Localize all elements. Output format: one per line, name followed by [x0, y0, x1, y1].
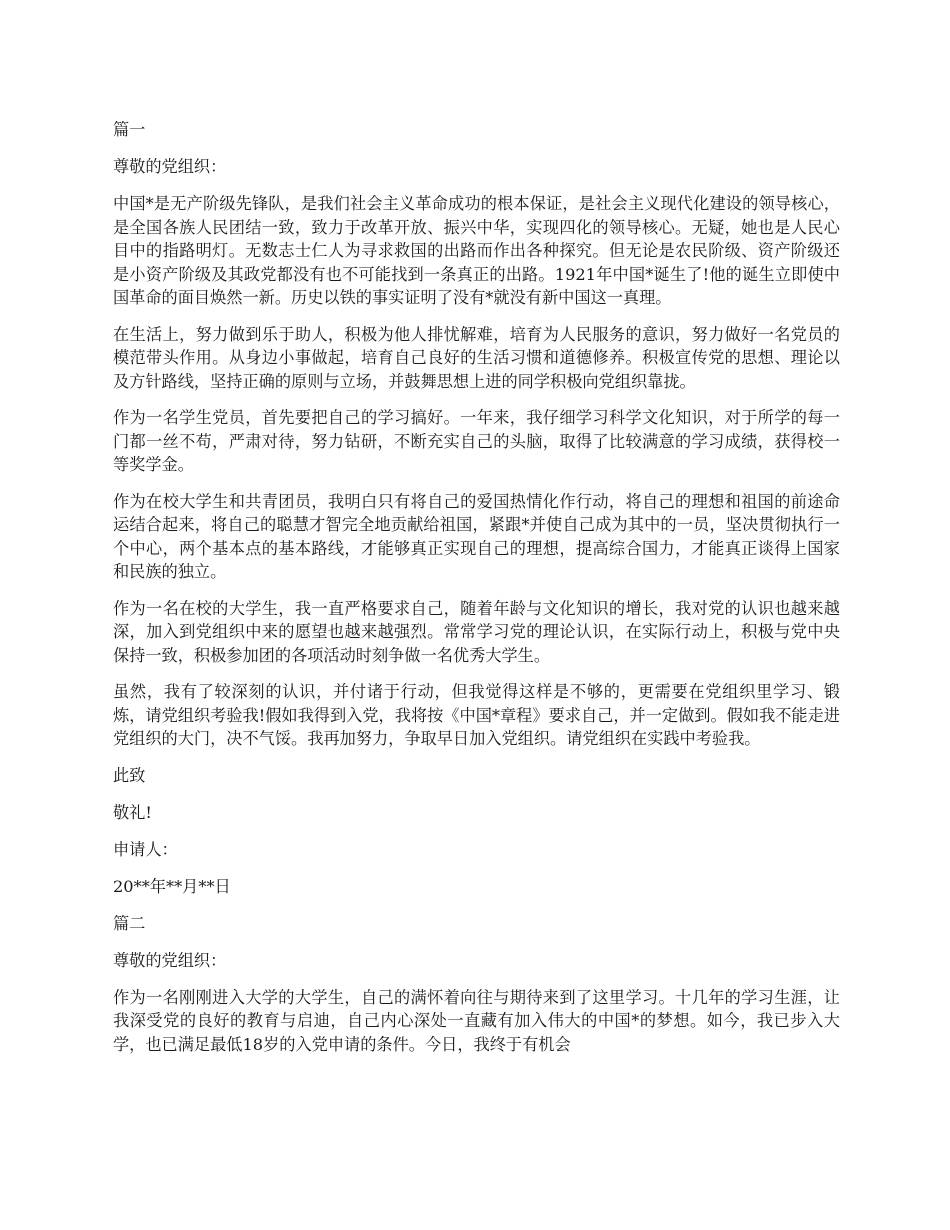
closing-line: 此致	[113, 765, 146, 785]
salutation-1: 尊敬的党组织：	[113, 157, 227, 176]
applicant-label: 申请人：	[113, 839, 178, 859]
section-heading-1: 篇一	[113, 120, 146, 139]
section-heading-2: 篇二	[113, 913, 146, 933]
body-paragraph: 在生活上，努力做到乐于助人，积极为他人排忧解难，培育为人民服务的意识，努力做好一名党员的模范带头作用。从身边小事做起，培育自己良好的生活习惯和道德修养。积极宣传党的思想、理论以及方针路线，坚持正确的原则与立场，并鼓舞思想上进的同学积极向党组织靠拢。	[113, 324, 840, 391]
document-page	[113, 118, 840, 1069]
body-paragraph: 作为一名学生党员，首先要把自己的学习搞好。一年来，我仔细学习科学文化知识，对于所学的每一门都一丝不苟，严肃对待，努力钻研，不断充实自己的头脑，取得了比较满意的学习成绩，获得校一等奖学金。	[113, 408, 840, 474]
body-paragraph: 作为在校大学生和共青团员，我明白只有将自己的爱国热情化作行动，将自己的理想和祖国的前途命运结合起来，将自己的聪慧才智完全地贡献给祖国，紧跟*并使自己成为其中的一员，坚决贯彻执行一个中心，两个基本点的基本路线，才能够真正实现自己的理想，提高综合国力，才能真正谈得上国家和民族的独立。	[113, 491, 840, 581]
body-paragraph: 作为一名刚刚进入大学的大学生，自己的满怀着向往与期待来到了这里学习。十几年的学习生涯，让我深受党的良好的教育与启迪，自己内心深处一直藏有加入伟大的中国*的梦想。如今，我已步入大学，也已满足最低18岁的入党申请的条件。今日，我终于有机会	[113, 987, 840, 1054]
body-paragraph: 作为一名在校的大学生，我一直严格要求自己，随着年龄与文化知识的增长，我对党的认识也越来越深，加入到党组织中来的愿望也越来越强烈。常常学习党的理论认识，在实际行动上，积极与党中央保持一致，积极参加团的各项活动时刻争做一名优秀大学生。	[113, 598, 840, 665]
date-line: 20**年**月**日	[113, 876, 231, 896]
closing-salute: 敬礼!	[113, 802, 152, 822]
body-paragraph: 中国*是无产阶级先锋队，是我们社会主义革命成功的根本保证，是社会主义现代化建设的领导核心，是全国各族人民团结一致，致力于改革开放、振兴中华，实现四化的领导核心。无疑，她也是人民心目中的指路明灯。无数志士仁人为寻求救国的出路而作出各种探究。但无论是农民阶级、资产阶级还是小资产阶级及其政党都没有也不可能找到一条真正的出路。1921年中国*诞生了!他的诞生立即使中国革命的面目焕然一新。历史以铁的事实证明了没有*就没有新中国这一真理。	[113, 194, 840, 307]
salutation-2: 尊敬的党组织：	[113, 950, 227, 970]
body-paragraph: 虽然，我有了较深刻的认识，并付诸于行动，但我觉得这样是不够的，更需要在党组织里学习、锻炼，请党组织考验我!假如我得到入党，我将按《中国*章程》要求自己，并一定做到。假如我不能走进党组织的大门，决不气馁。我再加努力，争取早日加入党组织。请党组织在实践中考验我。	[113, 682, 840, 748]
